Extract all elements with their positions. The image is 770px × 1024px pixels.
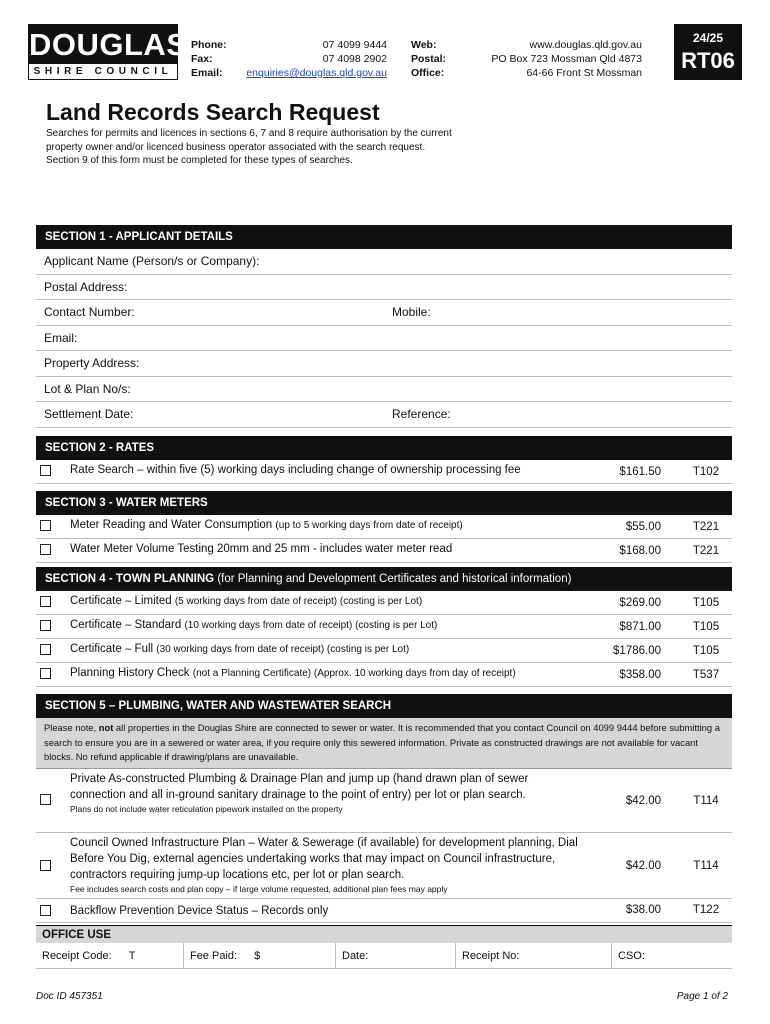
item-title: Planning History Check xyxy=(70,667,190,679)
meter-reading-item xyxy=(36,515,732,539)
settlement-row[interactable] xyxy=(36,402,732,428)
email-field[interactable] xyxy=(36,326,732,352)
email-field-label: Email: xyxy=(44,330,78,345)
section-5-note xyxy=(36,718,732,769)
council-infrastructure-item xyxy=(36,833,732,899)
item-fee: $38.00 xyxy=(625,903,661,916)
item-fee: $55.00 xyxy=(625,521,661,533)
note-text: Please note, xyxy=(44,722,99,733)
page-number: Page 1 of 2 xyxy=(676,991,728,1002)
cso-cell[interactable] xyxy=(612,943,732,969)
office-use xyxy=(36,925,732,969)
date-label: Date: xyxy=(342,950,369,962)
item-fee: $358.00 xyxy=(619,669,661,681)
item-fee: $1786.00 xyxy=(613,645,661,657)
form-year: 24/25 xyxy=(692,31,724,45)
office-label: Office: xyxy=(411,67,445,79)
section-water-meters xyxy=(36,491,732,563)
item-title: Certificate – Standard xyxy=(70,619,182,631)
postal-value: PO Box 723 Mossman Qld 4873 xyxy=(491,53,642,65)
item-code: T221 xyxy=(692,521,720,533)
fee-paid-label: Fee Paid: xyxy=(190,950,238,962)
backflow-item xyxy=(36,899,732,923)
item-code: T105 xyxy=(692,645,720,657)
contact-values-1 xyxy=(233,38,387,80)
settlement-date-label: Settlement Date: xyxy=(44,407,134,421)
mobile-label: Mobile: xyxy=(392,305,431,319)
web-value: www.douglas.qld.gov.au xyxy=(529,39,642,51)
phone-label: Phone: xyxy=(191,39,227,51)
section-5-title: SECTION 5 – PLUMBING, WATER AND WASTEWATER SEARCH xyxy=(45,700,392,712)
item-description: Council Owned Infrastructure Plan – Water & Sewerage (if available) for development planning, Dial Before You Dig, external agencies undertaking works that may impact on Council infrastructure, contractors requiring jump-up locations etc, per lot or plan search. xyxy=(70,836,578,881)
item-description xyxy=(70,667,516,679)
header xyxy=(28,24,742,84)
receipt-no-cell[interactable] xyxy=(456,943,612,969)
item-description: Rate Search – within five (5) working days including change of ownership processing fee xyxy=(70,464,521,476)
checkbox[interactable] xyxy=(40,544,51,555)
item-code: T102 xyxy=(692,466,720,478)
email-label: Email: xyxy=(191,67,223,79)
council-logo xyxy=(28,24,188,80)
email-link[interactable]: enquiries@douglas.qld.gov.au xyxy=(246,67,387,79)
form-code-box xyxy=(674,24,742,80)
doc-id: Doc ID 457351 xyxy=(36,991,103,1002)
logo-name: DOUGLAS xyxy=(29,27,188,62)
receipt-no-label: Receipt No: xyxy=(462,950,520,962)
lot-plan-label: Lot & Plan No/s: xyxy=(44,381,131,396)
intro-text xyxy=(46,127,506,168)
item-description xyxy=(70,595,422,607)
note-emphasis: not xyxy=(98,722,114,733)
item-note: (10 working days from date of receipt) (costing is per Lot) xyxy=(184,620,438,631)
receipt-code-cell[interactable] xyxy=(36,943,184,969)
checkbox[interactable] xyxy=(40,644,51,655)
section-plumbing xyxy=(36,694,732,923)
item-code: T105 xyxy=(692,621,720,633)
fee-paid-cell[interactable] xyxy=(184,943,336,969)
phone-value: 07 4099 9444 xyxy=(322,39,387,51)
logo-sub: SHIRE COUNCIL xyxy=(33,66,173,77)
section-5-header xyxy=(36,694,732,718)
item-note: (30 working days from date of receipt) (costing is per Lot) xyxy=(156,644,410,655)
item-fee: $871.00 xyxy=(619,621,661,633)
applicant-name-field[interactable] xyxy=(36,249,732,275)
rate-search-item xyxy=(36,460,732,484)
note-text: all properties in the Douglas Shire are connected to sewer or water. It is recommended that you contact Council on 4099 9444 before submitting a search to ensure you are in a sewered or water area, if you require only this sewered information. Private as constructed drawings are not available for vacant blocks. No refund applicable if drawing/plans are unavailable. xyxy=(44,722,720,762)
office-use-row xyxy=(36,943,732,969)
section-1-header xyxy=(36,225,732,249)
item-description: Private As-constructed Plumbing & Drainage Plan and jump up (hand drawn plan of sewer connection and all in-ground sanitary drainage to the point of entry) per lot or plan search. xyxy=(70,772,529,801)
item-title: Certificate – Limited xyxy=(70,595,172,607)
item-description: Backflow Prevention Device Status – Records only xyxy=(70,904,329,917)
intro-line: Section 9 of this form must be completed for these types of searches. xyxy=(46,155,353,166)
form-id: RT06 xyxy=(681,48,735,73)
item-code: T122 xyxy=(692,903,720,916)
lot-plan-field[interactable] xyxy=(36,377,732,403)
item-description xyxy=(70,643,409,655)
fax-label: Fax: xyxy=(191,53,213,65)
item-subnote: Plans do not include water reticulation pipework installed on the property xyxy=(70,803,343,814)
checkbox[interactable] xyxy=(40,794,51,805)
property-address-label: Property Address: xyxy=(44,356,140,370)
checkbox[interactable] xyxy=(40,668,51,679)
fax-value: 07 4098 2902 xyxy=(322,53,387,65)
item-code: T114 xyxy=(693,859,719,872)
postal-address-label: Postal Address: xyxy=(44,279,128,294)
reference-label: Reference: xyxy=(392,407,451,421)
item-subnote: Fee includes search costs and plan copy – if large volume requested, additional plan fees may apply xyxy=(70,883,448,894)
contact-labels-1 xyxy=(191,38,227,80)
item-code: T537 xyxy=(692,669,720,681)
receipt-code-value: T xyxy=(128,950,136,962)
planning-history-item xyxy=(36,663,732,687)
item-code: T114 xyxy=(693,794,719,807)
checkbox[interactable] xyxy=(40,596,51,607)
checkbox[interactable] xyxy=(40,905,51,916)
postal-label: Postal: xyxy=(411,53,447,65)
section-2-header xyxy=(36,436,732,460)
section-applicant xyxy=(36,225,732,428)
checkbox[interactable] xyxy=(40,465,51,476)
office-use-header: OFFICE USE xyxy=(36,925,732,943)
item-title: Certificate – Full xyxy=(70,643,154,655)
checkbox[interactable] xyxy=(40,860,51,871)
certificate-full-item xyxy=(36,639,732,663)
item-fee: $168.00 xyxy=(619,545,661,557)
meter-testing-item xyxy=(36,539,732,563)
section-4-title: SECTION 4 - TOWN PLANNING xyxy=(45,573,215,585)
item-fee: $161.50 xyxy=(619,466,661,478)
section-1-title: SECTION 1 - APPLICANT DETAILS xyxy=(45,231,233,243)
contact-number-label: Contact Number: xyxy=(44,305,135,319)
section-4-note: (for Planning and Development Certificates and historical information) xyxy=(217,573,572,585)
item-code: T221 xyxy=(692,545,720,557)
intro-line: Searches for permits and licences in sections 6, 7 and 8 require authorisation by the current xyxy=(46,128,452,139)
section-2-title: SECTION 2 - RATES xyxy=(45,442,155,454)
item-fee: $269.00 xyxy=(619,597,661,609)
contact-labels-2 xyxy=(411,38,446,80)
fee-paid-value: $ xyxy=(254,950,261,962)
section-town-planning xyxy=(36,567,732,687)
item-note: (up to 5 working days from date of receipt) xyxy=(275,520,463,531)
intro-line: property owner and/or licenced business operator associated with the search request. xyxy=(46,141,426,153)
section-3-title: SECTION 3 - WATER METERS xyxy=(45,497,208,509)
web-label: Web: xyxy=(411,39,437,51)
certificate-standard-item xyxy=(36,615,732,639)
item-fee: $42.00 xyxy=(625,859,661,872)
postal-address-field[interactable] xyxy=(36,275,732,301)
item-title: Meter Reading and Water Consumption xyxy=(70,519,273,531)
contact-values-2 xyxy=(458,38,642,80)
item-description xyxy=(70,519,463,531)
page-title: Land Records Search Request xyxy=(46,99,380,125)
certificate-limited-item xyxy=(36,591,732,615)
applicant-name-label: Applicant Name (Person/s or Company): xyxy=(44,254,260,268)
cso-label: CSO: xyxy=(618,950,645,962)
item-note: (5 working days from date of receipt) (costing is per Lot) xyxy=(174,596,423,607)
office-value: 64-66 Front St Mossman xyxy=(526,67,642,79)
item-fee: $42.00 xyxy=(625,794,661,807)
section-rates xyxy=(36,436,732,484)
item-code: T105 xyxy=(692,597,720,609)
date-cell[interactable] xyxy=(336,943,456,969)
checkbox[interactable] xyxy=(40,620,51,631)
receipt-code-label: Receipt Code: xyxy=(42,950,112,962)
section-4-header xyxy=(36,567,732,591)
item-description xyxy=(70,619,437,631)
contact-row[interactable] xyxy=(36,300,732,326)
checkbox[interactable] xyxy=(40,520,51,531)
private-plan-item xyxy=(36,769,732,833)
item-description: Water Meter Volume Testing 20mm and 25 mm - includes water meter read xyxy=(70,543,453,555)
section-3-header xyxy=(36,491,732,515)
item-note: (not a Planning Certificate) (Approx. 10 working days from day of receipt) xyxy=(192,668,516,679)
property-address-field[interactable] xyxy=(36,351,732,377)
